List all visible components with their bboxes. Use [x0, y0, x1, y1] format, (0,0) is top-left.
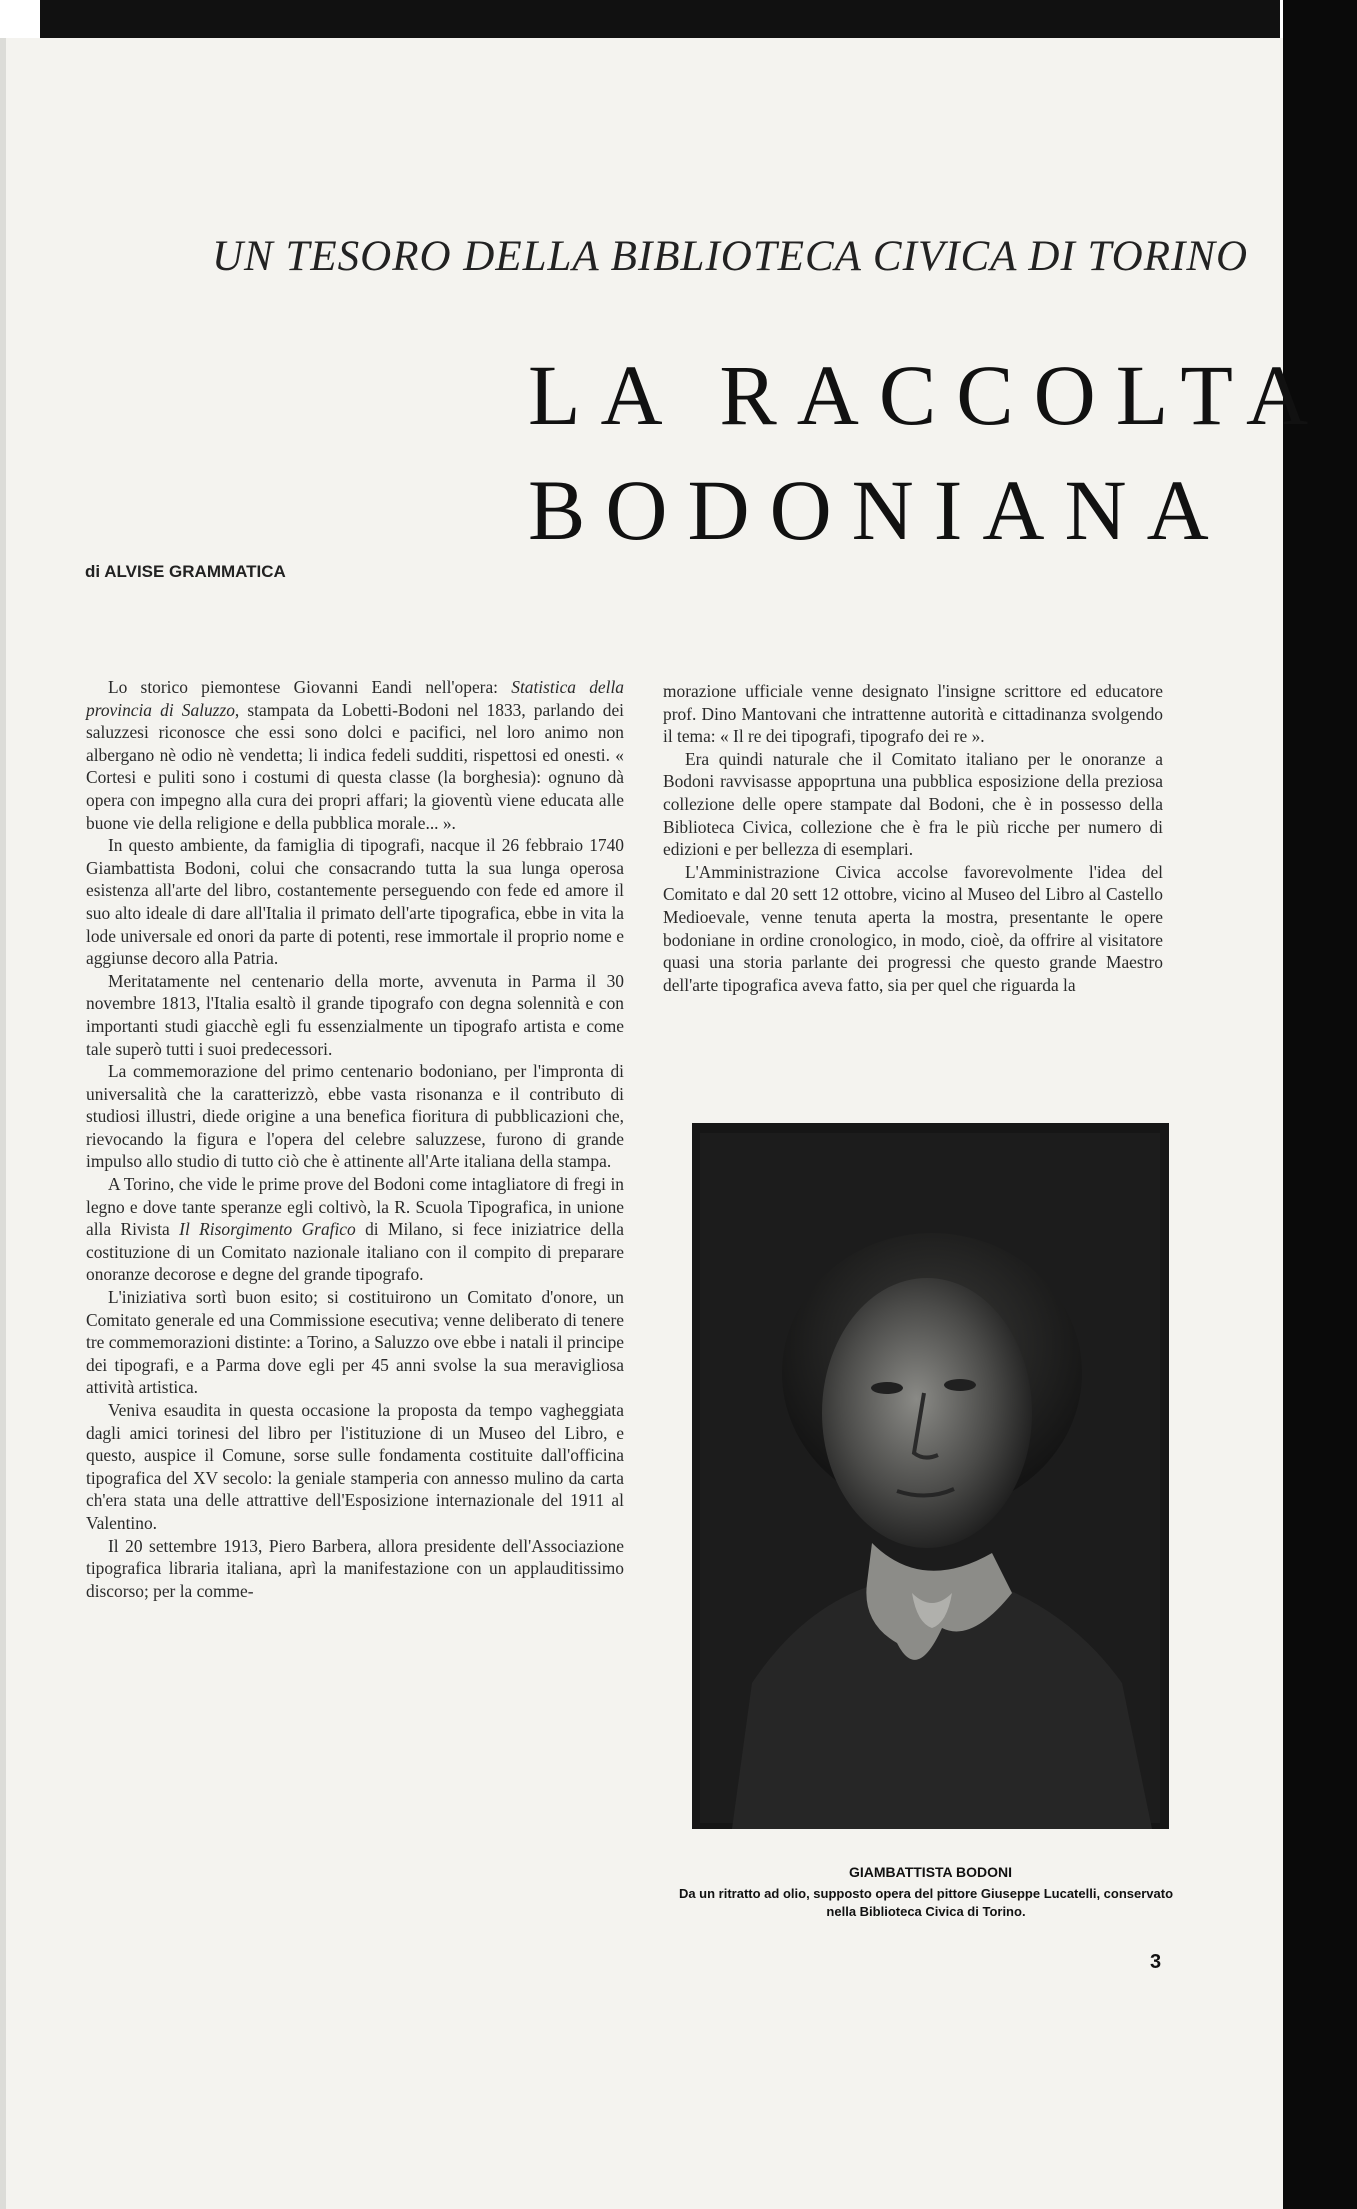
paragraph	[86, 676, 624, 834]
paragraph: L'iniziativa sortì buon esito; si costituirono un Comitato d'onore, un Comitato generale ed una Commissione esecutiva; venne deliberato di tenere tre commemorazioni distinte: a Torino, a Saluzzo ove ebbe i natali il principe dei tipografi, e a Parma dove egli per 45 anni svolse la sua meravigliosa attività artistica.	[86, 1287, 624, 1398]
paragraph: Meritatamente nel centenario della morte, avvenuta in Parma il 30 novembre 1813, l'Italia esaltò il grande tipografo con degna solennità e con importanti studi giacchè egli fu essenzialmente un tipografo artista e come tale superò tutti i suoi predecessori.	[86, 970, 624, 1059]
scan-top-shadow	[40, 0, 1280, 38]
paragraph: Veniva esaudita in questa occasione la proposta da tempo vagheggiata dagli amici torinesi del libro per l'istituzione di un Museo del Libro, e questo, auspice il Comune, sorse sulle fondamenta costituite dall'officina tipografica del XV secolo: la geniale stamperia con annesso mulino da carta ch'era stata una delle attrattive dell'Esposizione internazionale del 1911 al Valentino.	[86, 1400, 624, 1533]
article-title-line2: BODONIANA	[528, 462, 1229, 558]
page-number: 3	[1150, 1951, 1162, 1973]
figure-caption-title: GIAMBATTISTA BODONI	[848, 1864, 1013, 1880]
book-title: Statistica della provincia di Saluzzo	[86, 677, 624, 720]
paragraph: Era quindi naturale che il Comitato italiano per le onoranze a Bodoni ravvisasse appoprtuna una pubblica esposizione della preziosa collezione delle opere stampate dal Bodoni, che è in possesso della Biblioteca Civica, collezione che è fra le più ricche per numero di edizioni e per bellezza di esemplari.	[663, 748, 1163, 860]
paragraph: In questo ambiente, da famiglia di tipografi, nacque il 26 febbraio 1740 Giambattista Bodoni, colui che consacrando tutta la sua lunga operosa esistenza all'arte del libro, costantemente perseguendo con fede ed amore il suo alto ideale di dare all'Italia il primato dell'arte tipografica, ebbe in vita la lode universale ed onori da parte di potenti, rese immortale il proprio nome e aggiunse decoro alla Patria.	[86, 835, 624, 969]
article-title-line1: LA RACCOLTA	[528, 347, 1329, 443]
body-column-left	[86, 676, 624, 1602]
paragraph-text: di Milano, si fece iniziatrice della costituzione di un Comitato nazionale italiano con il compito di preparare onoranze decorose e degne del grande tipografo.	[86, 1219, 624, 1285]
body-column-right	[663, 680, 1163, 996]
article-overline: UN TESORO DELLA BIBLIOTECA CIVICA DI TORINO	[212, 233, 1249, 280]
paragraph-text: Lo storico piemontese Giovanni Eandi nell'opera:	[108, 677, 512, 697]
bodoni-portrait-image	[692, 1123, 1169, 1829]
paragraph: Il 20 settembre 1913, Piero Barbera, allora presidente dell'Associazione tipografica libraria italiana, aprì la manifestazione con un applauditissimo discorso; per la comme-	[86, 1535, 624, 1601]
scan-left-edge	[0, 38, 6, 2209]
paragraph	[86, 1173, 624, 1286]
article-byline: di ALVISE GRAMMATICA	[85, 562, 286, 581]
paragraph-text: A Torino, che vide le prime prove del Bodoni come intagliatore di fregi in legno e dove tante speranze egli coltivò, la R. Scuola Tipografica, in unione alla Rivista	[86, 1174, 624, 1240]
portrait-illustration	[692, 1123, 1169, 1829]
magazine-title: Il Risorgimento Grafico	[179, 1219, 356, 1240]
paragraph-text: , stampata da Lobetti-Bodoni nel 1833, parlando dei saluzzesi riconosce che essi sono dolci e pacifici, nel loro animo non albergano nè odio nè vendetta; li indica fedeli sudditi, rispettosi ed onesti. « Cortesi e puliti sono i costumi di questa classe (la borghesia): ognuno dà opera con impegno alla cura dei propri affari; la gioventù viene educata alle buone vie della religione e della pubblica morale... ».	[86, 699, 625, 833]
scan-right-border	[1283, 0, 1357, 2209]
figure-caption-text: Da un ritratto ad olio, supposto opera del pittore Giuseppe Lucatelli, conservato nella Biblioteca Civica di Torino.	[678, 1886, 1174, 1919]
paragraph: morazione ufficiale venne designato l'insigne scrittore ed educatore prof. Dino Mantovani che intrattenne autorità e cittadinanza svolgendo il tema: « Il re dei tipografi, tipografo dei re ».	[663, 681, 1163, 747]
paragraph: L'Amministrazione Civica accolse favorevolmente l'idea del Comitato e dal 20 sett 12 ottobre, vicino al Museo del Libro al Castello Medioevale, venne tenuta aperta la mostra, presentante le opere bodoniane in ordine cronologico, in modo, cioè, da offrire al visitatore quasi una storia parlante dei progressi che questo grande Maestro dell'arte tipografica aveva fatto, sia per quel che riguarda la	[663, 861, 1163, 995]
paragraph: La commemorazione del primo centenario bodoniano, per l'impronta di universalità che la caratterizzò, ebbe vasta risonanza e il contributo di studiosi illustri, diede origine a una benefica fioritura di pubblicazioni che, rievocando la figura e l'opera del celebre saluzzese, furono di grande impulso allo studio di tutto ciò che è attinente all'Arte italiana della stampa.	[86, 1061, 624, 1172]
